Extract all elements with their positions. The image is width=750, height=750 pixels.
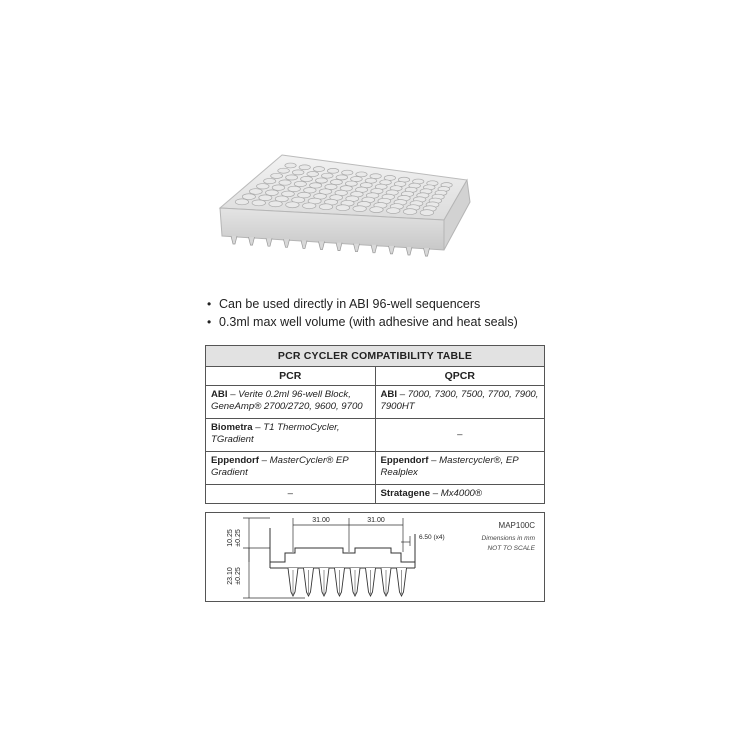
feature-list xyxy=(207,295,547,331)
table-row xyxy=(206,452,545,485)
well-tip xyxy=(284,239,290,247)
well xyxy=(336,175,348,180)
pcr-plate-photo xyxy=(212,150,478,270)
table-row xyxy=(206,386,545,419)
drawing-code: MAP100C xyxy=(498,521,535,530)
well-tip xyxy=(336,243,342,251)
drawing-frame xyxy=(206,513,545,602)
well xyxy=(294,181,306,186)
table-row xyxy=(206,419,545,452)
well xyxy=(313,167,324,172)
well xyxy=(307,172,319,177)
well-tip xyxy=(301,240,307,248)
well xyxy=(356,172,367,177)
well xyxy=(315,178,327,183)
pcr-cell-empty: – xyxy=(206,485,376,504)
dim-top-tolerance: ±0.25 xyxy=(235,529,242,547)
well xyxy=(286,175,298,180)
well-tip xyxy=(354,244,360,252)
well xyxy=(269,201,282,207)
drawing-note-units: Dimensions in mm xyxy=(481,535,535,542)
well-tip xyxy=(319,242,325,250)
dim-total-tolerance: ±0.25 xyxy=(235,567,242,585)
pcr-cell: Eppendorf – MasterCycler® EP Gradient xyxy=(206,452,376,485)
feature-item xyxy=(207,295,547,313)
well xyxy=(285,163,296,168)
qpcr-cell: Stratagene – Mx4000® xyxy=(375,485,545,504)
well xyxy=(302,203,315,209)
feature-text: 0.3ml max well volume (with adhesive and heat seals) xyxy=(219,315,518,329)
well xyxy=(420,210,433,216)
well xyxy=(387,208,400,214)
drawing-note-scale: NOT TO SCALE xyxy=(487,545,535,552)
well-tip xyxy=(424,248,430,256)
well xyxy=(292,170,304,175)
well xyxy=(278,168,290,173)
well xyxy=(319,204,332,210)
well-tip xyxy=(266,238,272,246)
well-tip xyxy=(371,245,377,253)
well xyxy=(342,170,353,175)
table-row xyxy=(206,485,545,504)
well xyxy=(370,207,383,213)
feature-text: Can be used directly in ABI 96-well sequencers xyxy=(219,297,481,311)
well xyxy=(235,199,248,205)
qpcr-cell: Eppendorf – Mastercycler®, EP Realplex xyxy=(375,452,545,485)
well xyxy=(327,168,338,173)
qpcr-cell-empty: – xyxy=(375,419,545,452)
column-header-pcr: PCR xyxy=(206,367,376,386)
pcr-cell: ABI – Verite 0.2ml 96-well Block, GeneAmp® 2700/2720, 9600, 9700 xyxy=(206,386,376,419)
bullet-icon: • xyxy=(207,315,212,329)
well xyxy=(403,209,416,215)
pcr-cell: Biometra – T1 ThermoCycler, TGradient xyxy=(206,419,376,452)
well xyxy=(353,206,366,212)
dimension-drawing xyxy=(205,512,545,602)
well xyxy=(321,173,333,178)
bullet-icon: • xyxy=(207,297,212,311)
well xyxy=(286,202,299,208)
compatibility-table xyxy=(205,345,545,504)
dim-span-1: 31.00 xyxy=(312,517,330,524)
well xyxy=(264,178,276,183)
well xyxy=(301,176,313,181)
well xyxy=(249,189,262,195)
well xyxy=(279,180,291,185)
dim-total-height: 23.10 xyxy=(227,567,234,585)
well xyxy=(257,184,270,189)
table-title: PCR CYCLER COMPATIBILITY TABLE xyxy=(206,346,545,367)
dim-skirt: 6.50 (x4) xyxy=(419,534,445,541)
well-tip xyxy=(389,246,395,254)
dim-top-height: 10.25 xyxy=(227,529,234,547)
well xyxy=(252,200,265,206)
well-tip xyxy=(231,236,237,244)
well xyxy=(271,173,283,178)
well xyxy=(272,185,285,190)
qpcr-cell: ABI – 7000, 7300, 7500, 7700, 7900, 7900HT xyxy=(375,386,545,419)
well xyxy=(336,205,349,211)
dim-span-2: 31.00 xyxy=(367,517,385,524)
column-header-qpcr: QPCR xyxy=(375,367,545,386)
feature-item xyxy=(207,313,547,331)
well-tip xyxy=(249,237,255,245)
well xyxy=(299,165,310,170)
well-tip xyxy=(406,247,412,255)
